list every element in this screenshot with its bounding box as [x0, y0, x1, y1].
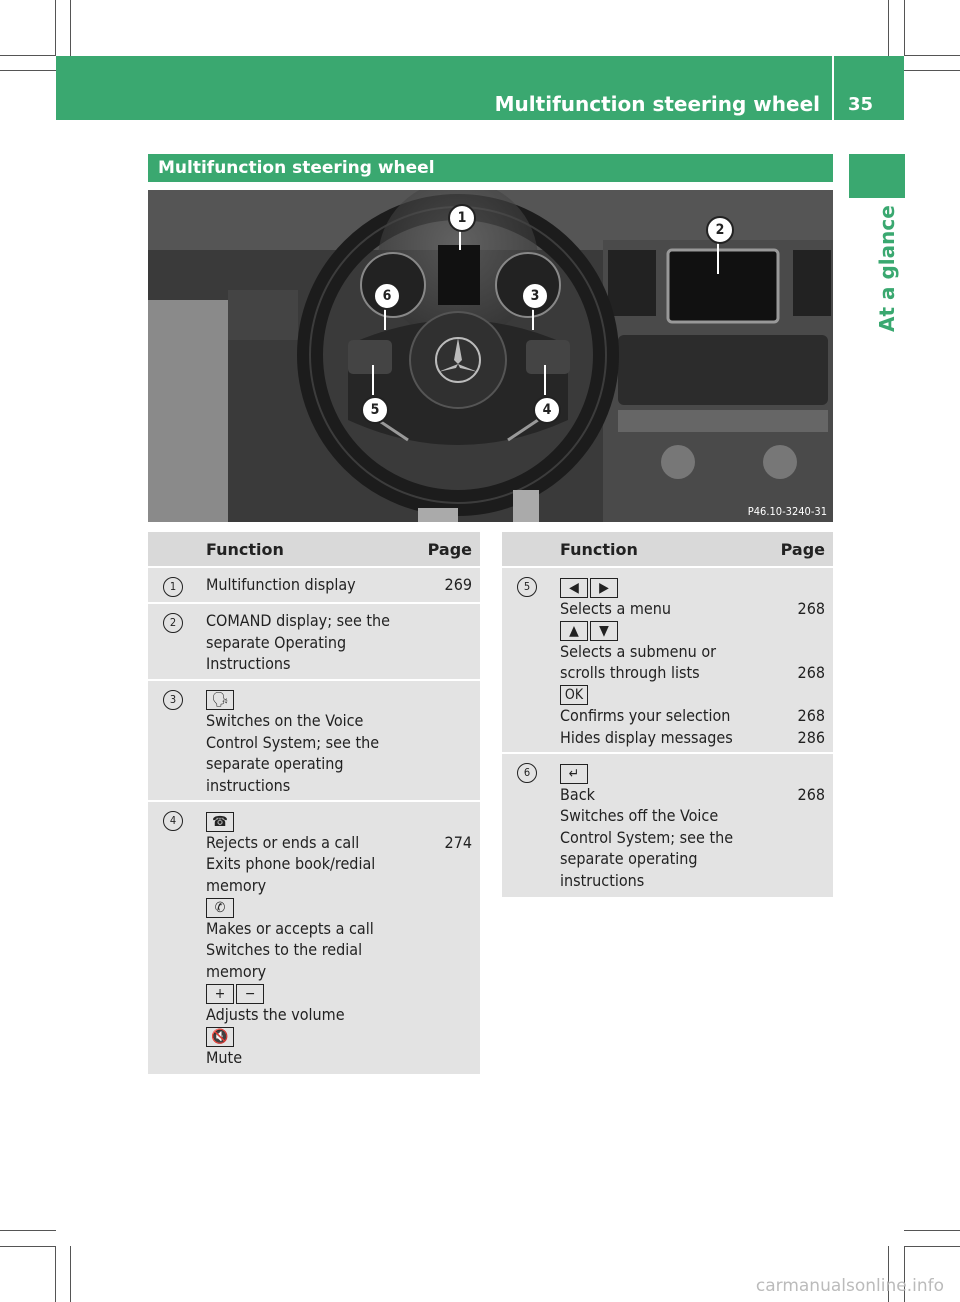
page-ref: 268 [797, 784, 825, 804]
crop-mark [904, 1246, 960, 1247]
crop-mark [904, 70, 960, 71]
col-header-num [502, 532, 552, 567]
callout-number: 3 [163, 690, 183, 710]
function-table-left [148, 532, 480, 1074]
callout-4-badge: 4 [533, 396, 561, 424]
function-text: instructions [560, 870, 645, 890]
table-row [148, 567, 480, 603]
function-text: Confirms your selection [560, 706, 731, 725]
mute-icon: 🔇 [206, 1027, 234, 1047]
callout-3-badge: 3 [521, 282, 549, 310]
function-text: Switches on the Voice [206, 711, 364, 730]
function-text: memory [206, 875, 267, 895]
side-tab-marker [849, 154, 905, 198]
crop-mark [0, 70, 56, 71]
function-text: separate operating [206, 754, 344, 773]
table-row [148, 801, 480, 1074]
crop-mark [888, 0, 889, 56]
volume-down-icon: − [236, 984, 264, 1004]
crop-mark [70, 1246, 71, 1302]
function-table-right [502, 532, 833, 897]
cockpit-photo [148, 190, 833, 522]
volume-up-icon: + [206, 984, 234, 1004]
function-text: COMAND display; see the [206, 611, 391, 630]
callout-number: 5 [517, 577, 537, 597]
table-row [148, 603, 480, 680]
page-ref: 274 [444, 832, 472, 852]
function-text: Exits phone book/redial [206, 854, 376, 873]
right-arrow-icon: ▶ [590, 578, 618, 598]
chapter-tab-label: At a glance [875, 205, 899, 332]
function-text: Selects a submenu or [560, 641, 717, 661]
col-header-function: Function [552, 532, 765, 567]
function-text: separate Operating [206, 632, 347, 652]
function-text: Makes or accepts a call [206, 918, 374, 938]
function-text: memory [206, 961, 267, 981]
accept-call-icon: ✆ [206, 898, 234, 918]
back-icon: ↵ [560, 764, 588, 784]
page-number: 35 [848, 94, 874, 115]
callout-number: 4 [163, 811, 183, 831]
function-text: scrolls through lists [560, 663, 700, 682]
section-title: Multifunction steering wheel [158, 158, 435, 178]
crop-mark [55, 0, 56, 56]
table-row [148, 680, 480, 802]
photo-code: P46.10-3240-31 [747, 505, 827, 518]
steering-wheel-illustration [148, 190, 833, 522]
crop-mark [904, 55, 960, 56]
col-header-page: Page [415, 532, 480, 567]
function-text: Rejects or ends a call [206, 832, 360, 852]
function-text: Switches to the redial [206, 940, 363, 959]
crop-mark [0, 1246, 56, 1247]
crop-mark [904, 0, 905, 56]
crop-mark [55, 1246, 56, 1302]
header-divider [832, 56, 834, 120]
function-text: Control System; see the [206, 732, 380, 752]
up-arrow-icon: ▲ [560, 621, 588, 641]
section-title-bar [148, 154, 833, 182]
function-text: Switches off the Voice [560, 806, 719, 825]
function-text: Adjusts the volume [206, 1004, 345, 1024]
callout-number: 6 [517, 763, 537, 783]
watermark: carmanualsonline.info [755, 1276, 944, 1296]
callout-number: 1 [163, 577, 183, 597]
callout-6-badge: 6 [373, 282, 401, 310]
function-text: Mute [206, 1047, 243, 1067]
page-ref: 269 [444, 575, 472, 594]
col-header-page: Page [765, 532, 833, 567]
callout-number: 2 [163, 613, 183, 633]
function-text: Control System; see the [560, 827, 734, 847]
col-header-function: Function [198, 532, 415, 567]
callout-1-badge: 1 [448, 204, 476, 232]
crop-mark [70, 0, 71, 56]
page-header-title: Multifunction steering wheel [494, 92, 820, 116]
table-row [502, 753, 833, 897]
function-text: separate operating [560, 849, 698, 868]
voice-control-icon: 🗣 [206, 690, 234, 710]
page-ref: 268 [797, 663, 825, 682]
left-arrow-icon: ◀ [560, 578, 588, 598]
callout-2-badge: 2 [706, 216, 734, 244]
function-text: Hides display messages [560, 727, 733, 747]
page-ref: 268 [797, 706, 825, 725]
function-text: Instructions [206, 654, 291, 673]
function-text: Selects a menu [560, 598, 672, 618]
end-call-icon: ☎ [206, 812, 234, 832]
page-ref: 268 [797, 598, 825, 618]
page-ref: 286 [797, 727, 825, 747]
crop-mark [904, 1230, 960, 1231]
col-header-num [148, 532, 198, 567]
ok-button-icon: OK [560, 685, 588, 705]
crop-mark [0, 55, 56, 56]
down-arrow-icon: ▼ [590, 621, 618, 641]
crop-mark [0, 1230, 56, 1231]
function-text: Back [560, 784, 595, 804]
callout-5-badge: 5 [361, 396, 389, 424]
function-text: Multifunction display [206, 575, 356, 594]
table-row [502, 567, 833, 753]
function-text: instructions [206, 775, 291, 795]
